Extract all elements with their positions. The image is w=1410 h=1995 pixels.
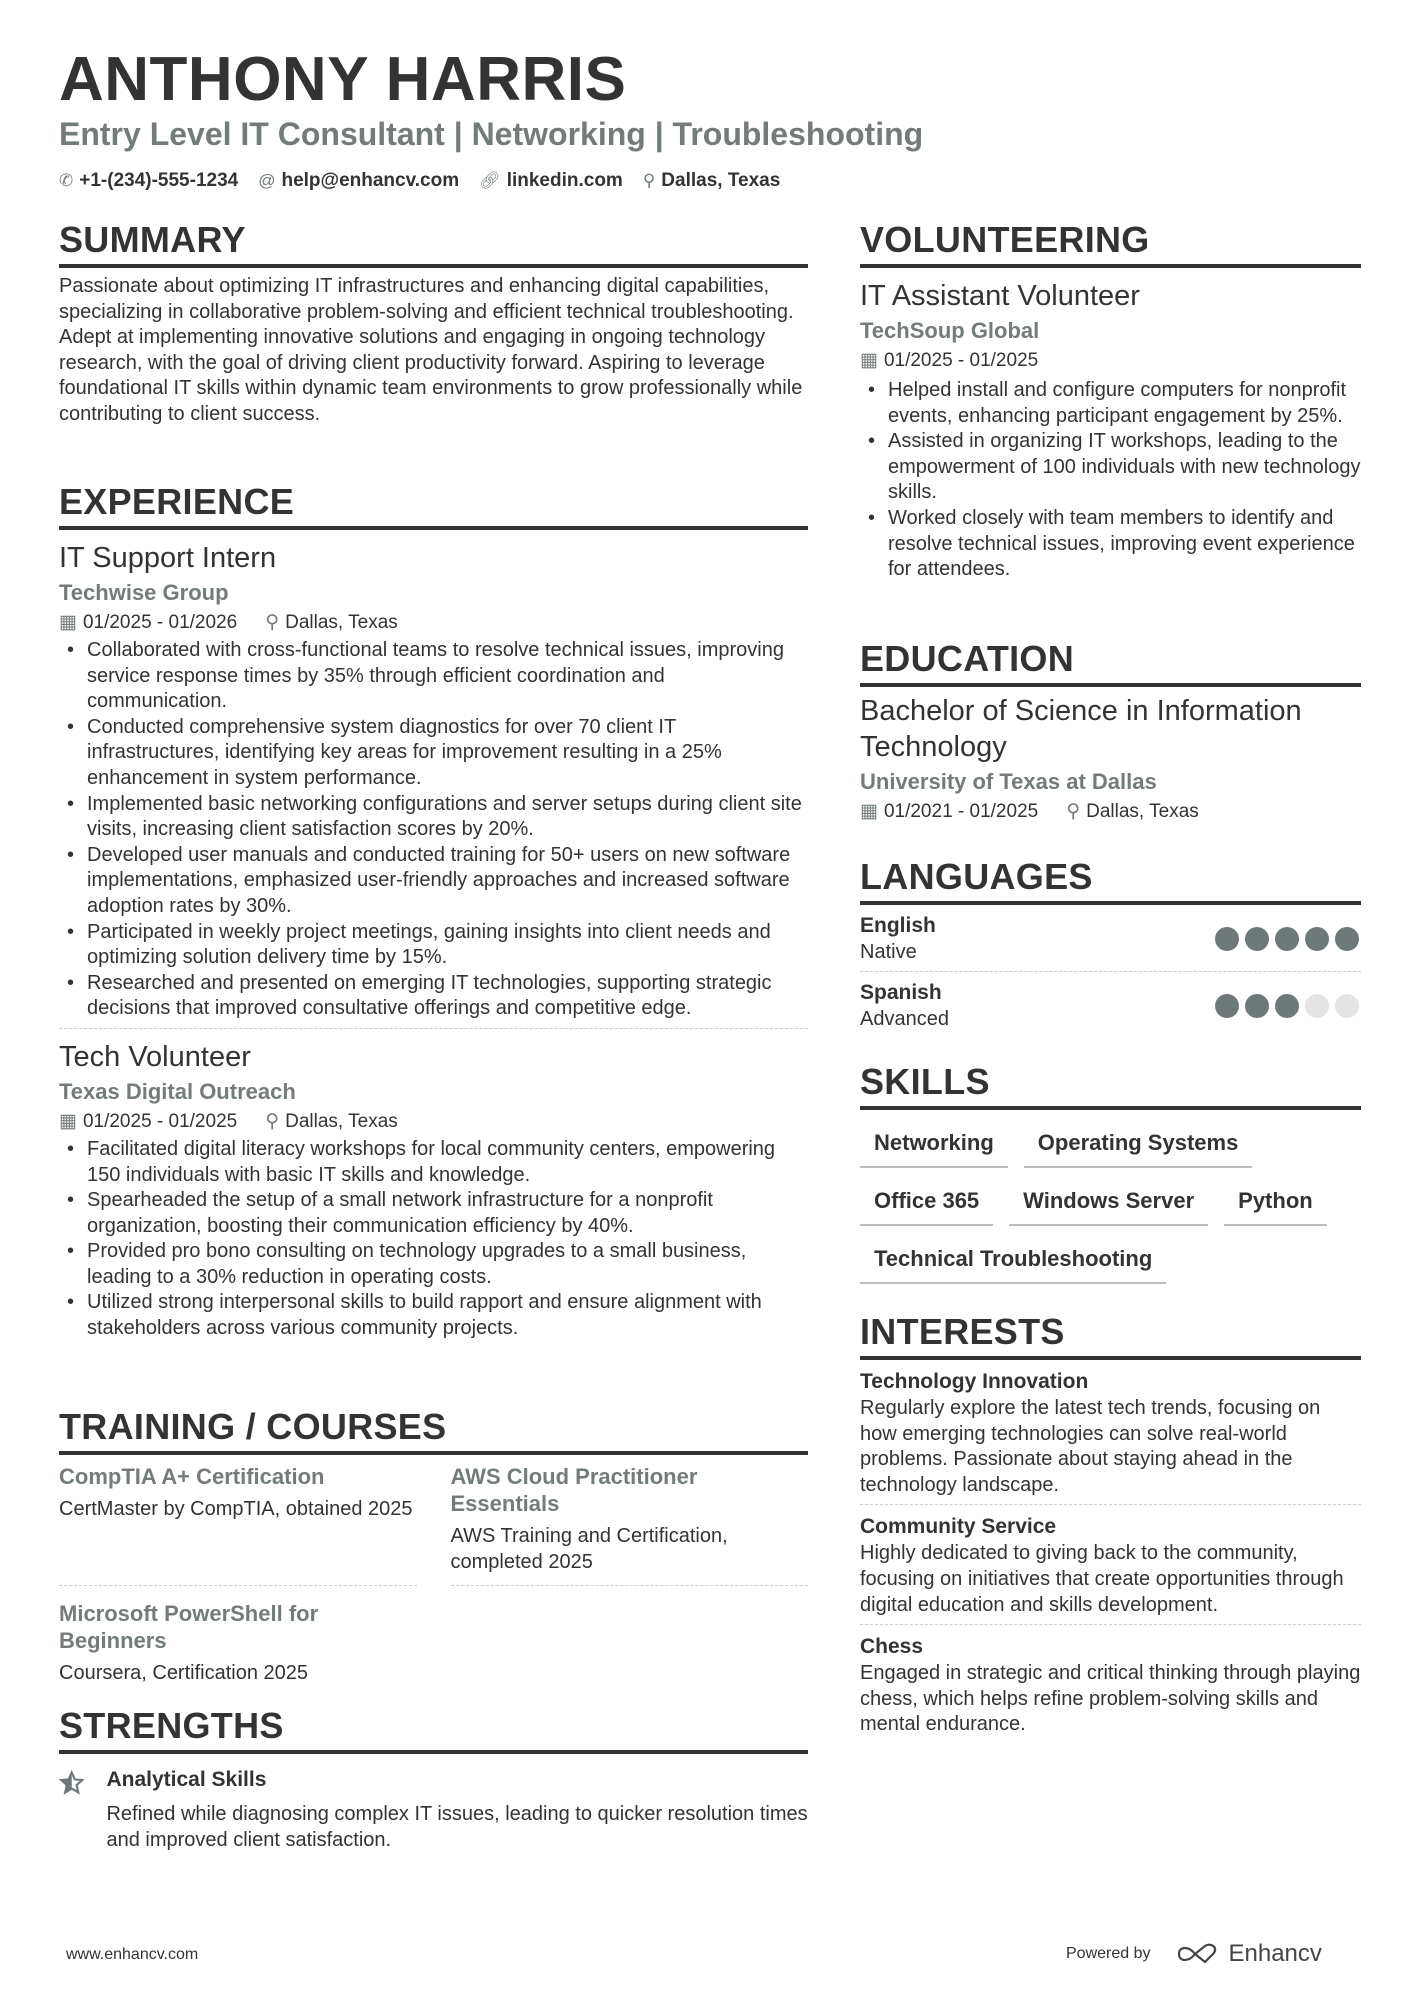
location-icon: ⚲ [265, 612, 280, 633]
job-entry [59, 540, 808, 1029]
calendar-icon: ▦ [59, 1110, 77, 1132]
at-icon: @ [258, 171, 276, 190]
rating-dot [1275, 994, 1299, 1018]
rating-dot [1215, 994, 1239, 1018]
contact-text[interactable]: Dallas, Texas [661, 170, 781, 191]
calendar-icon: ▦ [59, 612, 77, 633]
bullet-item: • Utilized strong interpersonal skills to build rapport and ensure alignment with stakeholders across various community projects. [59, 1290, 808, 1341]
strengths-section [59, 1704, 808, 1853]
language-text [860, 913, 936, 965]
language-text [860, 980, 949, 1032]
volunteer-meta [860, 348, 1361, 374]
rating-dot [1245, 927, 1269, 951]
location-icon: ⚲ [1066, 801, 1081, 822]
rating-dot [1275, 927, 1299, 951]
training-desc: AWS Training and Certification, completed 2025 [450, 1525, 728, 1573]
summary-section [59, 218, 808, 428]
section-heading: VOLUNTEERING [860, 218, 1361, 268]
strength-desc: Refined while diagnosing complex IT issues, leading to quicker resolution times and improved client satisfaction. [106, 1803, 808, 1851]
section-heading: SUMMARY [59, 218, 808, 268]
contact-text[interactable]: linkedin.com [506, 170, 623, 191]
job-dates: 01/2025 - 01/2025 [82, 1110, 238, 1132]
interest-desc: Highly dedicated to giving back to the community, focusing on initiatives that create opportunities through digital education and skills development. [860, 1542, 1344, 1616]
calendar-icon: ▦ [860, 801, 878, 822]
job-dates-wrap [59, 610, 237, 636]
skills-section [860, 1060, 1361, 1284]
contact-item[interactable] [59, 170, 238, 192]
bullet-item: • Spearheaded the setup of a small network infrastructure for a nonprofit organization, boosting their communication efficiency by 40%. [59, 1188, 808, 1239]
phone-icon: ✆ [59, 171, 74, 190]
contact-item[interactable] [643, 170, 780, 192]
section-heading: INTERESTS [860, 1310, 1361, 1360]
interest-title: Technology Innovation [860, 1370, 1089, 1393]
star-icon [59, 1766, 84, 1800]
education-meta [860, 799, 1361, 825]
training-title: CompTIA A+ Certification [59, 1464, 325, 1489]
volunteering-section [860, 218, 1361, 583]
bullet-item: • Worked closely with team members to identify and resolve technical issues, improving event experience for attendees. [860, 506, 1361, 583]
job-location: Dallas, Texas [285, 612, 398, 633]
interest-desc: Regularly explore the latest tech trends, focusing on how emerging technologies can solve real-world problems. Passionate about staying ahead in the technology landscape. [860, 1397, 1321, 1496]
language-level: Native [860, 941, 917, 963]
bullet-item: • Developed user manuals and conducted training for 50+ users on new software implementations, emphasized user-friendly approaches and increased software adoption rates by 30%. [59, 843, 808, 920]
contact-bar [59, 170, 780, 192]
language-name: English [860, 914, 936, 937]
interest-item [860, 1633, 1361, 1744]
location-icon: ⚲ [265, 1110, 280, 1132]
skill-tag: Python [1224, 1182, 1327, 1226]
skill-tag: Operating Systems [1024, 1124, 1253, 1168]
job-entry [59, 1039, 808, 1342]
contact-item[interactable] [258, 170, 459, 192]
bullet-item: • Conducted comprehensive system diagnostics for over 70 client IT infrastructures, identifying key areas for improvement resulting in a 25% enhancement in system performance. [59, 715, 808, 792]
skill-tag: Networking [860, 1124, 1008, 1168]
bullet-item: • Helped install and configure computers for nonprofit events, enhancing participant engagement by 25%. [860, 378, 1361, 429]
powered-by-label: Powered by [1066, 1945, 1151, 1962]
job-location-wrap [265, 610, 398, 636]
job-dates: 01/2025 - 01/2026 [82, 612, 238, 633]
language-level: Advanced [860, 1008, 949, 1030]
calendar-icon: ▦ [860, 350, 878, 371]
language-item [860, 905, 1361, 972]
skill-tag: Office 365 [860, 1182, 993, 1226]
contact-item[interactable] [479, 170, 623, 192]
bullet-item: • Implemented basic networking configurations and server setups during client site visits, increasing client satisfaction scores by 20%. [59, 792, 808, 843]
company-name: Texas Digital Outreach [59, 1078, 296, 1104]
volunteer-dates: 01/2025 - 01/2025 [883, 350, 1039, 371]
job-dates-wrap [59, 1109, 237, 1135]
section-heading: EXPERIENCE [59, 480, 808, 530]
location-icon: ⚲ [642, 171, 656, 190]
enhancv-logo-icon [1175, 1942, 1221, 1966]
degree: Bachelor of Science in Information Technology [860, 695, 1302, 763]
interest-title: Community Service [860, 1515, 1057, 1539]
section-heading: LANGUAGES [860, 855, 1361, 905]
language-item [860, 972, 1361, 1038]
languages-section [860, 855, 1361, 1038]
job-title: Tech Volunteer [59, 1040, 251, 1073]
skill-tag: Technical Troubleshooting [860, 1240, 1166, 1284]
section-heading: STRENGTHS [59, 1704, 808, 1754]
rating-dot [1215, 927, 1239, 951]
summary-text: Passionate about optimizing IT infrastructures and enhancing digital capabilities, specializing in collaborative problem-solving and efficient technical troubleshooting. Adept at implementing innovative solutions and engaging in ongoing technology research, with the goal of driving client productivity forward. Aspiring to leverage foundational IT skills within dynamic team environments to grow professionally while contributing to client success. [59, 275, 803, 425]
rating-dot [1335, 927, 1359, 951]
volunteer-title: IT Assistant Volunteer [860, 280, 1140, 312]
job-location-wrap [265, 1109, 398, 1135]
job-meta [59, 1109, 808, 1135]
skill-tag: Windows Server [1009, 1182, 1208, 1226]
interest-title: Chess [860, 1635, 924, 1659]
section-heading: EDUCATION [860, 637, 1361, 687]
strength-title: Analytical Skills [106, 1768, 267, 1791]
enhancv-logo [1175, 1940, 1322, 1968]
job-location: Dallas, Texas [285, 1110, 398, 1132]
language-rating [1215, 927, 1359, 951]
candidate-title: Entry Level IT Consultant | Networking | Troubleshooting [59, 116, 924, 152]
job-bullets [59, 1137, 808, 1342]
rating-dot [1245, 994, 1269, 1018]
school: University of Texas at Dallas [860, 769, 1157, 794]
education-location: Dallas, Texas [1086, 801, 1199, 822]
candidate-name: ANTHONY HARRIS [59, 45, 627, 114]
training-title: Microsoft PowerShell for Beginners [59, 1601, 319, 1653]
training-item [451, 1463, 809, 1586]
section-heading: SKILLS [860, 1060, 1361, 1110]
education-dates: 01/2021 - 01/2025 [883, 801, 1039, 822]
training-desc: Coursera, Certification 2025 [59, 1662, 309, 1684]
link-icon: 🔗︎ [479, 171, 501, 190]
strength-item [59, 1766, 808, 1853]
rating-dot [1305, 994, 1329, 1018]
job-bullets [59, 638, 808, 1022]
job-meta [59, 610, 808, 636]
contact-text[interactable]: +1-(234)-555-1234 [79, 170, 239, 191]
section-heading: TRAINING / COURSES [59, 1405, 808, 1455]
interest-item [860, 1368, 1361, 1505]
rating-dot [1305, 927, 1329, 951]
experience-section [59, 480, 808, 1342]
bullet-item: • Assisted in organizing IT workshops, leading to the empowerment of 100 individuals with new technology skills. [860, 429, 1361, 506]
bullet-item: • Participated in weekly project meetings, gaining insights into client needs and optimizing solution delivery time by 15%. [59, 920, 808, 971]
enhancv-brand: Enhancv [1228, 1940, 1322, 1967]
interests-section [860, 1310, 1361, 1744]
bullet-item: • Provided pro bono consulting on technology upgrades to a small business, leading to a 30% reduction in operating costs. [59, 1239, 808, 1290]
contact-text[interactable]: help@enhancv.com [281, 170, 460, 191]
volunteer-org: TechSoup Global [860, 318, 1040, 343]
interest-desc: Engaged in strategic and critical thinking through playing chess, which helps refine problem-solving skills and mental endurance. [860, 1662, 1361, 1736]
bullet-item: • Researched and presented on emerging IT technologies, supporting strategic decisions that improved consultative offerings and competitive edge. [59, 971, 808, 1022]
training-desc: CertMaster by CompTIA, obtained 2025 [59, 1498, 413, 1520]
rating-dot [1335, 994, 1359, 1018]
footer-powered [1066, 1940, 1322, 1968]
job-title: IT Support Intern [59, 542, 277, 574]
bullet-item: • Collaborated with cross-functional teams to resolve technical issues, improving service response times by 35% through efficient coordination and communication. [59, 638, 808, 715]
training-item [59, 1600, 417, 1696]
language-name: Spanish [860, 981, 942, 1004]
education-section [860, 637, 1361, 825]
training-title: AWS Cloud Practitioner Essentials [450, 1464, 698, 1516]
interest-item [860, 1513, 1361, 1625]
training-item [59, 1463, 417, 1586]
bullet-item: • Facilitated digital literacy workshops for local community centers, empowering 150 individuals with basic IT skills and knowledge. [59, 1137, 808, 1188]
company-name: Techwise Group [59, 580, 229, 605]
training-section [59, 1405, 808, 1710]
language-rating [1215, 994, 1359, 1018]
footer-website[interactable]: www.enhancv.com [66, 1946, 199, 1963]
